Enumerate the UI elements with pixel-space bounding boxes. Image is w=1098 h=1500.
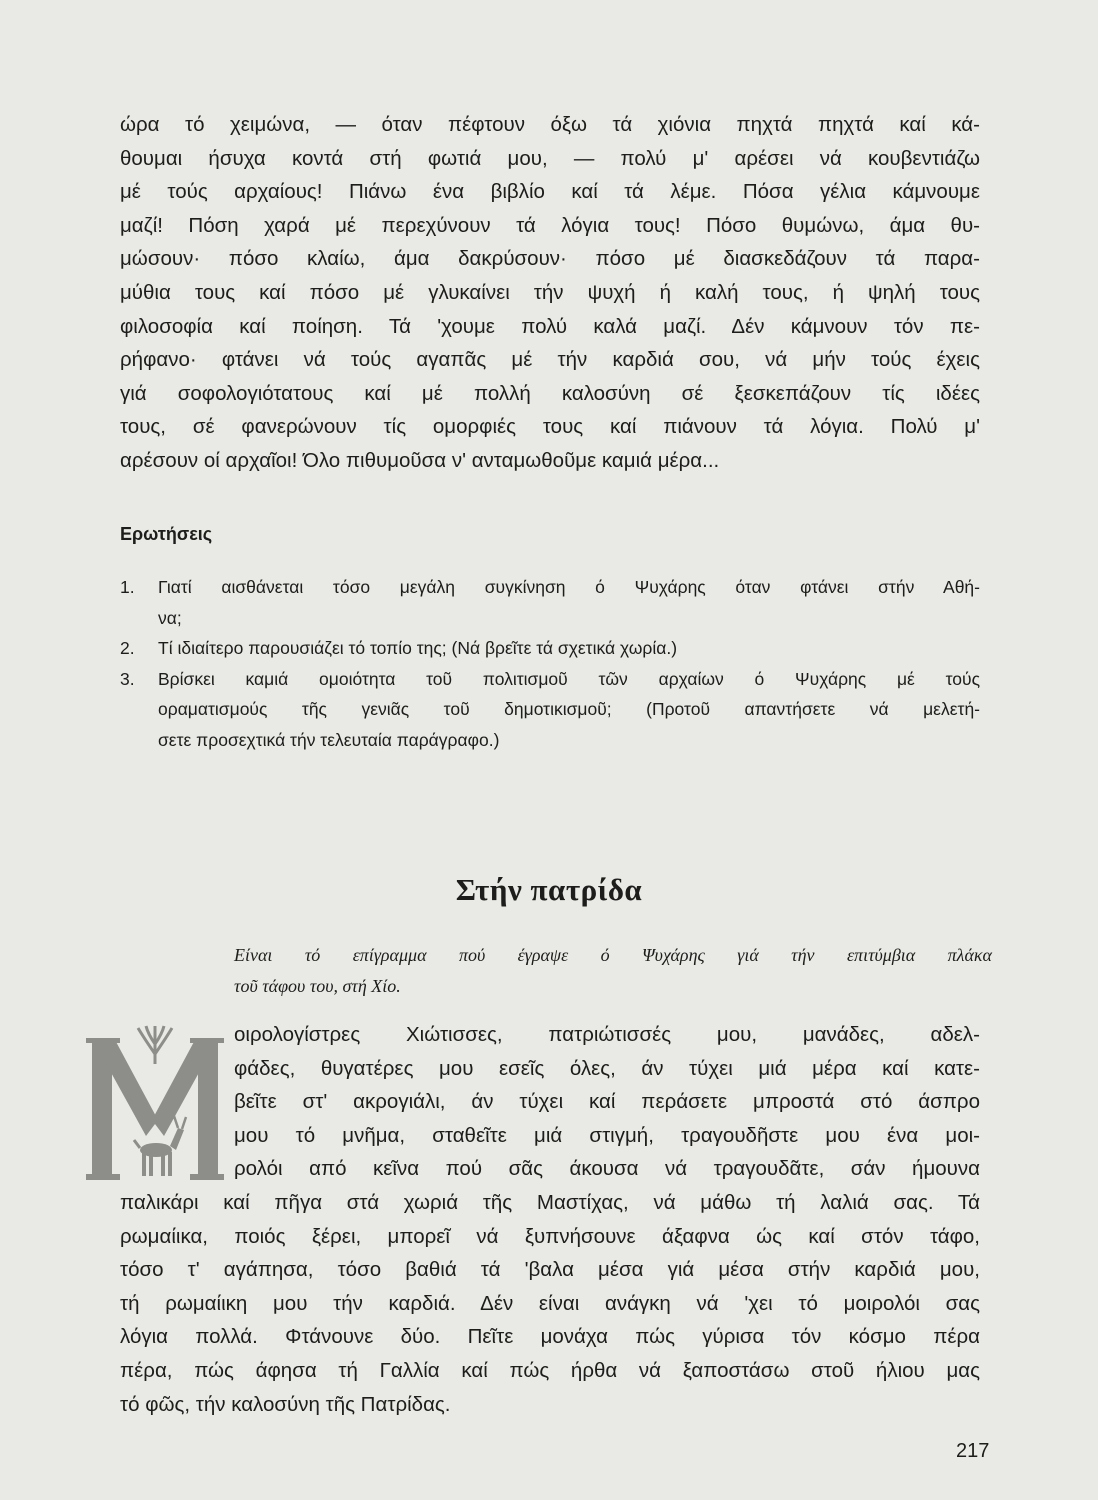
page-number: 217 [956, 1440, 990, 1462]
text-line: παλικάρι καί πῆγα στά χωριά τῆς Μαστίχας, νά μάθω τή λαλιά σας. Τά [120, 1190, 980, 1214]
text-line: τή ρωμαίικη μου τήν καρδιά. Δέν είναι ανάγκη νά 'χει τό μοιρολόι σας [120, 1291, 980, 1315]
question-line: Βρίσκει καμιά ομοιότητα τοῦ πολιτισμοῦ τῶν αρχαίων ό Ψυχάρης μέ τούς [158, 668, 980, 689]
text-line: μαζί! Πόση χαρά μέ περεχύνουν τά λόγια τους! Πόσο θυμώνω, άμα θυ- [120, 213, 980, 237]
text-line: μέ τούς αρχαίους! Πιάνω ένα βιβλίο καί τά λέμε. Πόσα γέλια κάμνουμε [120, 180, 980, 204]
text-line: γιά σοφολογιότατους καί μέ πολλή καλοσύνη σέ ξεσκεπάζουν τίς ιδέες [120, 381, 980, 405]
questions-heading: Ερωτήσεις [120, 524, 213, 544]
questions-list [120, 572, 980, 755]
text-line: ρήφανο· φτάνει νά τούς αγαπᾶς μέ τήν καρδιά σου, νά μήν τούς έχεις [120, 348, 980, 372]
question-item [120, 664, 980, 756]
text-line: πέρα, πώς άφησα τή Γαλλία καί πώς ήρθα νά ξαποστάσω στοῦ ήλιου μας [120, 1358, 980, 1382]
text-line: βεῖτε στ' ακρογιάλι, άν τύχει καί περάσετε μπροστά στό άσπρο [234, 1090, 980, 1114]
text-line: μύθια τους καί πόσο μέ γλυκαίνει τήν ψυχή ή καλή τους, ή ψηλή τους [120, 280, 980, 304]
text-line: φιλοσοφία καί ποίηση. Τά 'χουμε πολύ καλά μαζί. Δέν κάμνουν τόν πε- [120, 314, 980, 338]
text-line: ώρα τό χειμώνα, — όταν πέφτουν όξω τά χιόνια πηχτά πηχτά καί κά- [120, 113, 980, 136]
intro-paragraph [120, 108, 980, 478]
text-line: φάδες, θυγατέρες μου εσεῖς όλες, άν τύχει μιά μέρα καί κατε- [234, 1056, 980, 1080]
question-line: Τί ιδιαίτερο παρουσιάζει τό τοπίο της; (Νά βρεῖτε τά σχετικά χωρία.) [158, 638, 678, 658]
text-line: μου τό μνῆμα, σταθεῖτε μιά στιγμή, τραγουδῆστε μου ένα μοι- [234, 1123, 980, 1147]
question-number: 3. [120, 668, 135, 689]
question-line: σετε προσεχτικά τήν τελευταία παράγραφο.) [158, 729, 500, 750]
question-line: να; [158, 607, 182, 628]
text-line: θουμαι ήσυχα κοντά στή φωτιά μου, — πολύ μ' αρέσει νά κουβεντιάζω [120, 146, 980, 170]
text-line: ρολόι από κεῖνα πού σᾶς άκουσα νά τραγουδᾶτε, σάν ήμουνα [234, 1157, 980, 1181]
text-line: τους, σέ φανερώνουν τίς ομορφιές τους καί πιάνουν τά λόγια. Πολύ μ' [120, 415, 980, 439]
text-line: οιρολογίστρες Χιώτισσες, πατριώτισσές μου, μανάδες, αδελ- [234, 1023, 980, 1046]
poem-paragraph [120, 1018, 980, 1421]
text-line: τόσο τ' αγάπησα, τόσο βαθιά τά 'βαλα μέσα γιά μέσα στήν καρδιά μου, [120, 1258, 980, 1282]
question-number: 1. [120, 577, 135, 597]
text-line: ρωμαίικα, ποιός ξέρει, μπορεῖ νά ξυπνήσουνε άξαφνα ώς καί στόν τάφο, [120, 1224, 980, 1248]
epigram [234, 940, 992, 1002]
poem-indented-block [120, 1018, 980, 1186]
question-item [120, 633, 980, 664]
text-line: αρέσουν οί αρχαῖοι! Όλο πιθυμοῦσα ν' ανταμωθοῦμε καμιά μέρα... [120, 448, 720, 472]
section-title: Στήν πατρίδα [455, 872, 643, 907]
text-line: λόγια πολλά. Φτάνουνε δύο. Πεῖτε μονάχα πώς γύρισα τόν κόσμο πέρα [120, 1325, 980, 1349]
question-line: οραματισμούς τῆς γενιᾶς τοῦ δημοτικισμοῦ; (Προτοῦ απαντήσετε νά μελετή- [158, 699, 980, 719]
question-item [120, 572, 980, 633]
epigram-line: Είναι τό επίγραμμα πού έγραψε ό Ψυχάρης γιά τήν επιτύμβια πλάκα [234, 945, 992, 965]
question-line: Γιατί αισθάνεται τόσο μεγάλη συγκίνηση ό Ψυχάρης όταν φτάνει στήν Αθή- [158, 577, 980, 597]
epigram-line: τοῦ τάφου του, στή Χίο. [234, 976, 401, 996]
text-line: μώσουν· πόσο κλαίω, άμα δακρύσουν· πόσο μέ διασκεδάζουν τά παρα- [120, 247, 980, 271]
question-number: 2. [120, 638, 135, 658]
text-line: τό φῶς, τήν καλοσύνη τῆς Πατρίδας. [120, 1392, 451, 1416]
